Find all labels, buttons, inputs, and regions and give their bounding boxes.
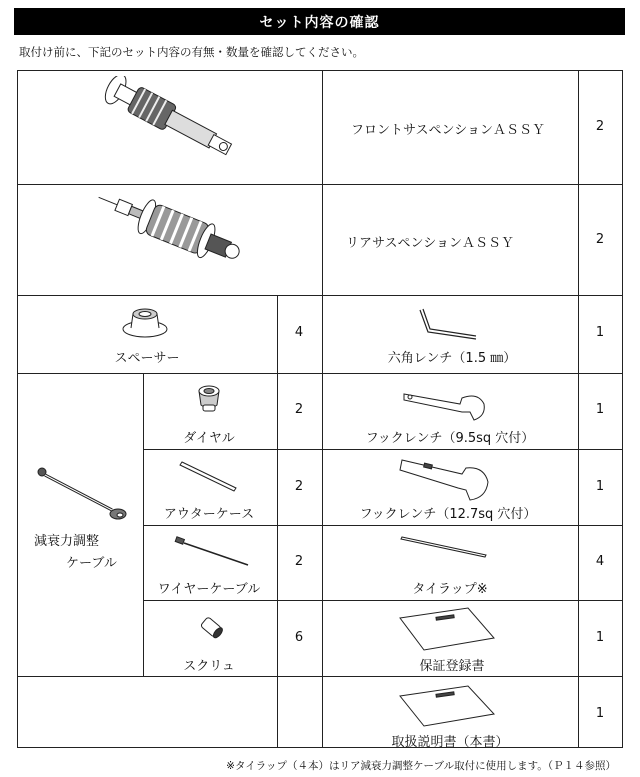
rear-suspension-image (82, 188, 247, 288)
page-title: セット内容の確認 (14, 8, 625, 35)
screw-label: スクリュ (183, 659, 235, 674)
dial-image (194, 381, 224, 415)
screw-qty: 6 (294, 630, 304, 645)
wire-cable-label: ワイヤーケーブル (157, 582, 261, 597)
screw-image (196, 612, 226, 642)
outer-case-label: アウターケース (163, 507, 255, 522)
hook-wrench-9-5-qty: 1 (595, 402, 605, 417)
hook-wrench-9-5-label: フックレンチ（9.5sq 穴付） (365, 431, 535, 446)
damping-cable-label-line1: 減衰力調整 (34, 534, 100, 549)
warranty-card-image (398, 606, 498, 652)
hex-wrench-image (412, 306, 482, 342)
spacer-label: スペーサー (114, 351, 180, 366)
hook-wrench-12-7-qty: 1 (595, 479, 605, 494)
damping-cable-label (34, 531, 117, 575)
tie-wrap-image (398, 533, 490, 559)
outer-case-image (178, 458, 242, 494)
tie-wrap-label: タイラップ※ (412, 582, 488, 597)
wire-cable-qty: 2 (294, 554, 304, 569)
rear-suspension-qty: 2 (595, 232, 605, 247)
hook-wrench-12-7-image (396, 454, 496, 506)
damping-cable-image (34, 464, 129, 524)
manual-qty: 1 (595, 706, 605, 721)
outer-case-qty: 2 (294, 479, 304, 494)
dial-qty: 2 (294, 402, 304, 417)
hex-wrench-label: 六角レンチ（1.5 ㎜） (387, 351, 517, 366)
spacer-qty: 4 (294, 325, 304, 340)
front-suspension-qty: 2 (595, 119, 605, 134)
front-suspension-label: フロントサスペンションＡＳＳＹ (351, 123, 545, 138)
spacer-image (120, 304, 170, 340)
wire-cable-image (172, 535, 252, 569)
warranty-card-qty: 1 (595, 630, 605, 645)
manual-label: 取扱説明書（本書） (391, 735, 509, 750)
hex-wrench-qty: 1 (595, 325, 605, 340)
hook-wrench-9-5-image (398, 386, 493, 426)
damping-cable-label-line2: ケーブル (66, 556, 117, 571)
tie-wrap-qty: 4 (595, 554, 605, 569)
dial-label: ダイヤル (183, 431, 235, 446)
warranty-card-label: 保証登録書 (419, 659, 485, 674)
manual-image (398, 684, 498, 728)
front-suspension-image (75, 76, 250, 181)
rear-suspension-label: リアサスペンションＡＳＳＹ (346, 236, 514, 251)
intro-text: 取付け前に、下記のセット内容の有無・数量を確認してください。 (19, 45, 364, 59)
footnote: ※タイラップ（４本）はリア減衰力調整ケーブル取付に使用します。（Ｐ１４参照） (226, 760, 616, 772)
hook-wrench-12-7-label: フックレンチ（12.7sq 穴付） (359, 507, 537, 522)
